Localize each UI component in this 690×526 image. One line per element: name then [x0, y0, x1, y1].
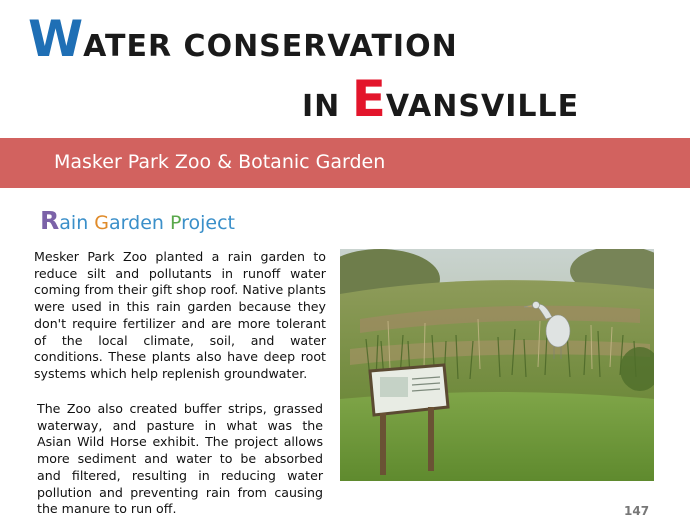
rain-garden-photo: [340, 249, 654, 481]
title-text-2a: IN: [302, 89, 352, 124]
heading-cap-p: P: [169, 212, 182, 234]
section-banner: [0, 138, 690, 188]
page-title: [0, 0, 690, 130]
page-number: 147: [624, 504, 650, 518]
heading-word-2: arden: [109, 212, 170, 234]
title-drop-cap-e: E: [351, 70, 386, 128]
body-paragraph-2: The Zoo also created buffer strips, grassed waterway, and pasture in what was the Asian Wild Horse exhibit. The project allows more sediment and water to be absorbed and filtered, resulting in reducing water pollution and preventing rain from causing the manure to run off.: [37, 401, 323, 517]
title-text-2b: VANSVILLE: [385, 89, 580, 124]
heading-cap-r: R: [40, 206, 60, 235]
title-text-1: ATER CONSERVATION: [83, 29, 458, 64]
banner-text: Masker Park Zoo & Botanic Garden: [54, 151, 386, 173]
title-line-1: [28, 10, 458, 68]
title-drop-cap-w: W: [28, 10, 84, 68]
heading-word-1: ain: [59, 212, 95, 234]
title-line-2: [302, 70, 580, 128]
heading-cap-g: G: [94, 212, 110, 234]
body-paragraph-1: Mesker Park Zoo planted a rain garden to reduce silt and pollutants in runoff water coming from their gift shop roof. Native plants were used in this rain garden because they don't require fertilizer and are more tolerant of the local climate, soil, and water conditions. These plants also have deep root systems which help replenish groundwater.: [34, 249, 326, 381]
section-heading: [40, 206, 235, 235]
heading-word-3: roject: [181, 212, 235, 234]
